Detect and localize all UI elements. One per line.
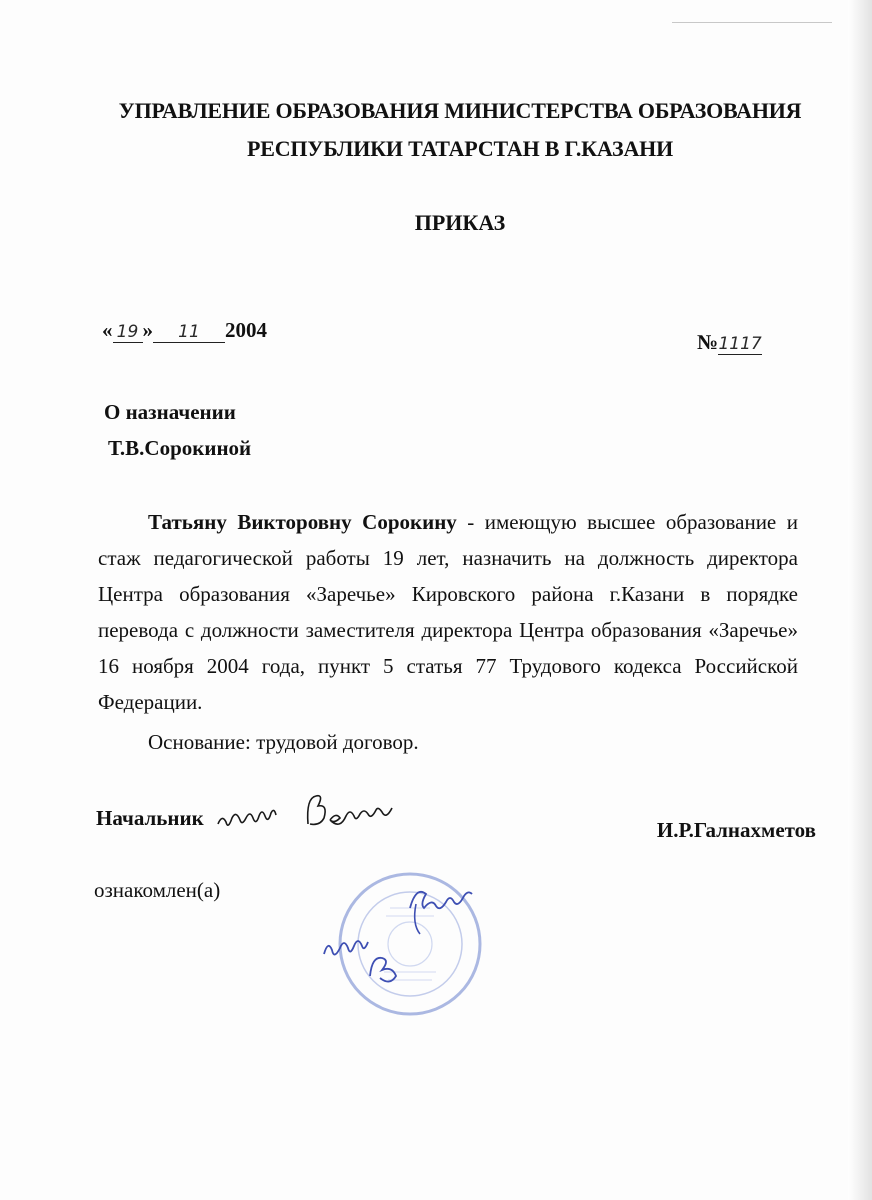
official-stamp-with-signature (300, 868, 530, 1018)
number-label: № (697, 330, 719, 354)
date-year: 2004 (225, 318, 267, 342)
header-line-2: РЕСПУБЛИКИ ТАТАРСТАН В Г.КАЗАНИ (246, 136, 673, 161)
order-number (697, 330, 762, 355)
order-body (98, 504, 798, 720)
acknowledgement-label: ознакомлен(а) (94, 878, 221, 902)
order-date (102, 318, 267, 343)
scan-edge-shadow (848, 0, 872, 1200)
organization-header (60, 92, 860, 168)
signature-block (96, 800, 816, 860)
body-text: - имеющую высшее образование и стаж педагогической работы 19 лет, назначить на должность директора Центра образования «Заречье» Кировского района г.Казани в порядке перевода с должности заместителя директора Центра образования «Заречье» 16 ноября 2004 года, пункт 5 статья 77 Трудового кодекса Российской Федерации. (98, 510, 798, 714)
date-close-quote: » (142, 318, 153, 342)
subject-line-1: О назначении (104, 400, 236, 424)
handwritten-copy-certification (212, 790, 422, 844)
header-line-1: УПРАВЛЕНИЕ ОБРАЗОВАНИЯ МИНИСТЕРСТВА ОБРАЗОВАНИЯ (118, 98, 802, 123)
signatory-title: Начальник (96, 806, 204, 830)
number-value: 1117 (718, 334, 762, 354)
date-day: 19 (113, 322, 143, 343)
order-subject (104, 394, 251, 466)
appointee-name: Татьяну Викторовну Сорокину (148, 510, 457, 534)
date-month: 11 (153, 322, 225, 343)
body-paragraph (98, 504, 798, 720)
signatory-name: И.Р.Галнахметов (656, 818, 816, 842)
subject-line-2: Т.В.Сорокиной (108, 436, 252, 460)
document-title: ПРИКАЗ (414, 210, 506, 235)
order-basis: Основание: трудовой договор. (148, 730, 419, 754)
date-open-quote: « (102, 318, 113, 342)
scan-artifact-line (672, 22, 832, 23)
